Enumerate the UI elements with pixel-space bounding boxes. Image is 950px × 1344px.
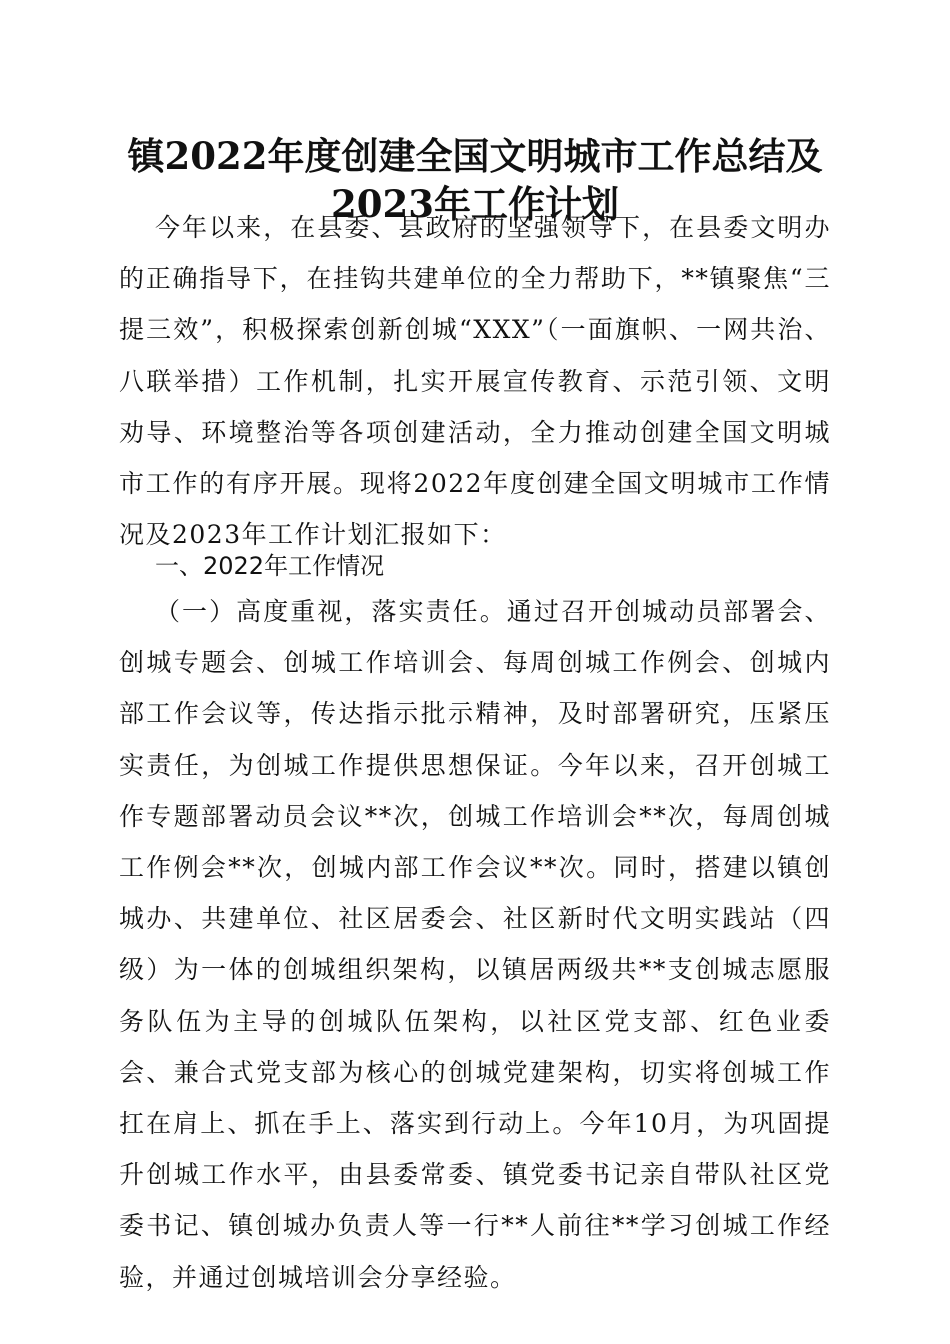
document-title-line-2: 2023年工作计划 (331, 182, 619, 226)
document-title-line-1: 镇2022年度创建全国文明城市工作总结及 (127, 134, 823, 178)
intro-paragraph: 今年以来，在县委、县政府的坚强领导下，在县委文明办的正确指导下，在挂钩共建单位的全力帮助下，**镇聚焦“三提三效”，积极探索创新创城“XXX”（一面旗帜、一网共治、八联举措）工作机制，扎实开展宣传教育、示范引领、文明劝导、环境整治等各项创建活动，全力推动创建全国文明城市工作的有序开展。现将2022年度创建全国文明城市工作情况及2023年工作计划汇报如下： (119, 213, 831, 550)
section-1-paragraph-1: （一）高度重视，落实责任。通过召开创城动员部署会、创城专题会、创城工作培训会、每周创城工作例会、创城内部工作会议等，传达指示批示精神，及时部署研究，压紧压实责任，为创城工作提供思想保证。今年以来，召开创城工作专题部署动员会议**次，创城工作培训会**次，每周创城工作例会**次，创城内部工作会议**次。同时，搭建以镇创城办、共建单位、社区居委会、社区新时代文明实践站（四级）为一体的创城组织架构，以镇居两级共**支创城志愿服务队伍为主导的创城队伍架构，以社区党支部、红色业委会、兼合式党支部为核心的创城党建架构，切实将创城工作扛在肩上、抓在手上、落实到行动上。今年10月，为巩固提升创城工作水平，由县委常委、镇党委书记亲自带队社区党委书记、镇创城办负责人等一行**人前往**学习创城工作经验，并通过创城培训会分享经验。 (119, 597, 831, 1292)
section-heading-1: 一、2022年工作情况 (155, 552, 385, 580)
